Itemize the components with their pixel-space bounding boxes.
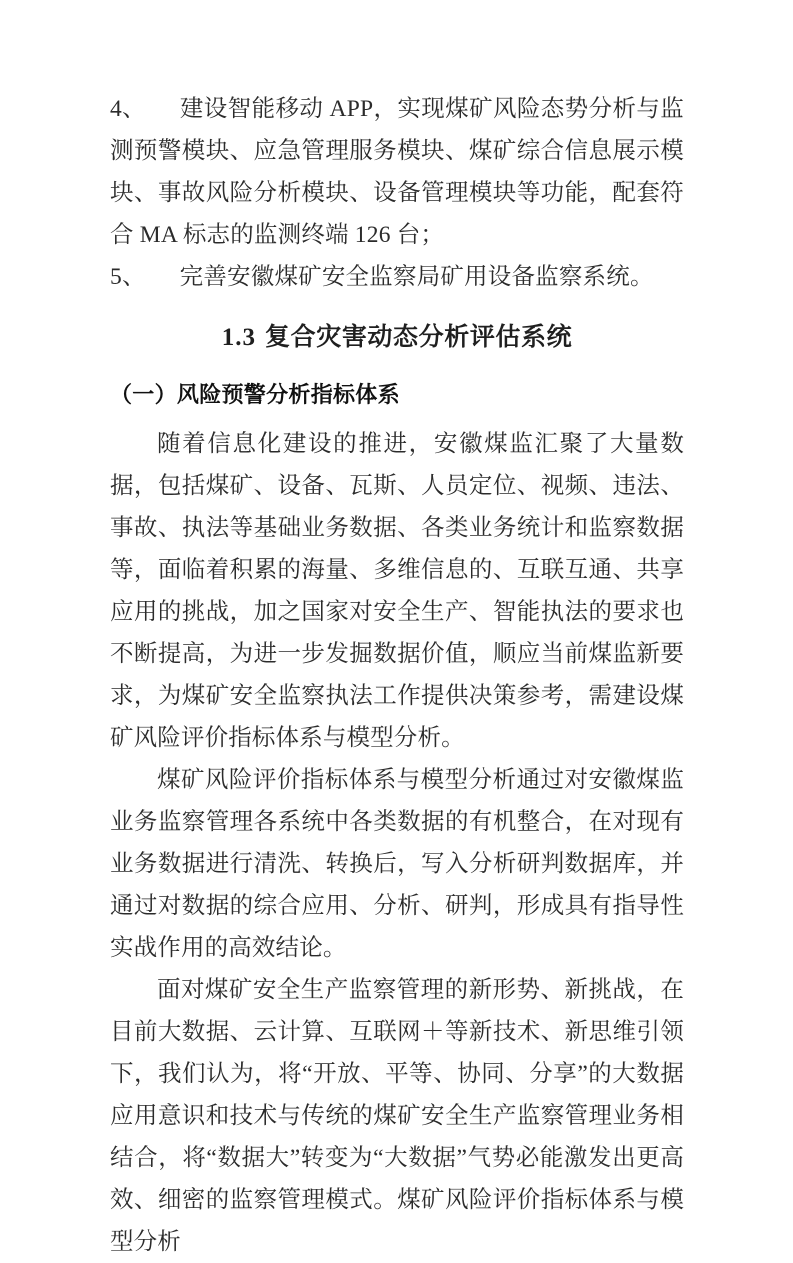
list-item: [110, 88, 684, 256]
list-item-number: 4、: [110, 96, 146, 122]
section-heading: [110, 317, 684, 359]
list-item-text: 完善安徽煤矿安全监察局矿用设备监察系统。: [179, 264, 654, 290]
list-item-number: 5、: [110, 264, 146, 290]
subsection-heading: （一）风险预警分析指标体系: [110, 383, 400, 408]
list-item: [110, 256, 684, 298]
section-heading-title: 复合灾害动态分析评估系统: [265, 324, 573, 351]
page-content: [110, 88, 684, 1263]
list-item-text: 建设智能移动 APP，实现煤矿风险态势分析与监测预警模块、应急管理服务模块、煤矿综合信息展示模块、事故风险分析模块、设备管理模块等功能，配套符合 MA 标志的监测终端 126 台；: [110, 96, 684, 248]
section-heading-number: 1.3: [221, 324, 257, 351]
body-paragraph: 随着信息化建设的推进，安徽煤监汇聚了大量数据，包括煤矿、设备、瓦斯、人员定位、视频、违法、事故、执法等基础业务数据、各类业务统计和监察数据等，面临着积累的海量、多维信息的、互联互通、共享应用的挑战，加之国家对安全生产、智能执法的要求也不断提高，为进一步发掘数据价值，顺应当前煤监新要求，为煤矿安全监察执法工作提供决策参考，需建设煤矿风险评价指标体系与模型分析。: [110, 431, 684, 751]
body-paragraph: 面对煤矿安全生产监察管理的新形势、新挑战，在目前大数据、云计算、互联网＋等新技术、新思维引领下，我们认为，将“开放、平等、协同、分享”的大数据应用意识和技术与传统的煤矿安全生产监察管理业务相结合，将“数据大”转变为“大数据”气势必能激发出更高效、细密的监察管理模式。煤矿风险评价指标体系与模型分析: [110, 977, 684, 1255]
body-paragraph: 煤矿风险评价指标体系与模型分析通过对安徽煤监业务监察管理各系统中各类数据的有机整合，在对现有业务数据进行清洗、转换后，写入分析研判数据库，并通过对数据的综合应用、分析、研判，形成具有指导性实战作用的高效结论。: [110, 767, 684, 961]
